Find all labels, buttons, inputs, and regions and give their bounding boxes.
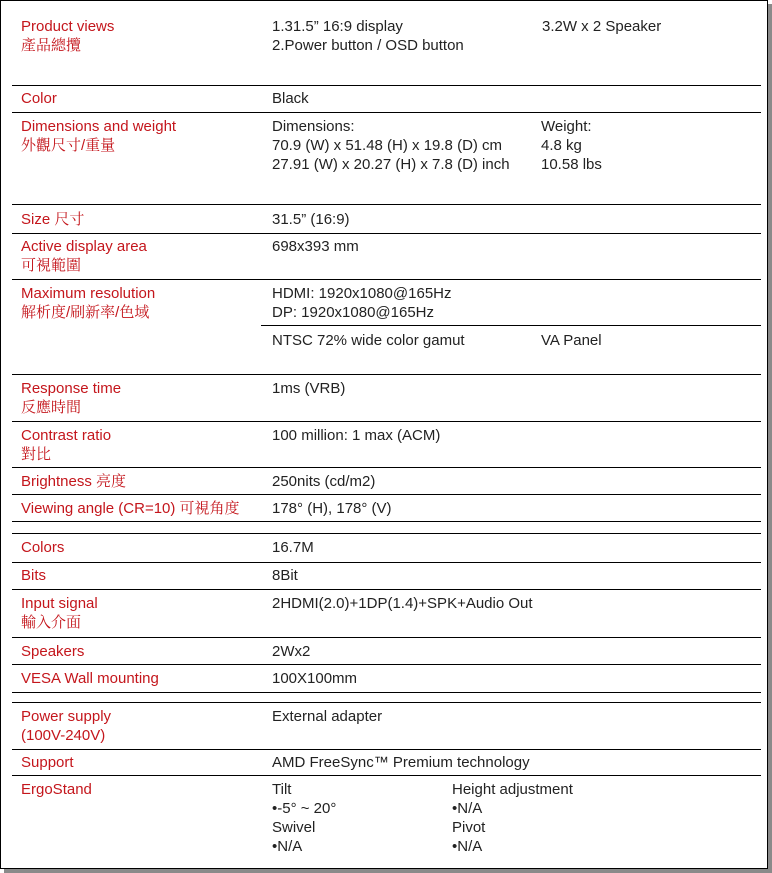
label-brightness: Brightness 亮度 xyxy=(21,473,127,490)
value-colors: 16.7M xyxy=(272,539,314,556)
value-contrast: 100 million: 1 max (ACM) xyxy=(272,427,441,444)
row-power-supply xyxy=(12,702,761,750)
label-product-views: Product views 產品總攬 xyxy=(21,18,115,54)
value-response-time: 1ms (VRB) xyxy=(272,380,346,397)
value-power-supply: External adapter xyxy=(272,708,383,725)
value-support: AMD FreeSync™ Premium technology xyxy=(272,754,530,771)
value-brightness: 250nits (cd/m2) xyxy=(272,473,376,490)
value-panel: VA Panel xyxy=(541,332,602,349)
value-viewing-angle: 178° (H), 178° (V) xyxy=(272,500,392,517)
label-input-signal: Input signal 輸入介面 xyxy=(21,595,98,631)
value-active-area: 698x393 mm xyxy=(272,238,359,255)
value-tilt-swivel: Tilt •-5° ~ 20° Swivel •N/A xyxy=(272,781,337,855)
label-vesa: VESA Wall mounting xyxy=(21,670,159,687)
row-vesa xyxy=(12,665,761,693)
row-input-signal xyxy=(12,590,761,638)
row-brightness xyxy=(12,468,761,495)
value-speaker-note: 3.2W x 2 Speaker xyxy=(542,18,662,35)
row-response-time xyxy=(12,375,761,422)
label-bits: Bits xyxy=(21,567,47,584)
row-dimensions xyxy=(12,113,761,205)
label-viewing-angle: Viewing angle (CR=10) 可視角度 xyxy=(21,500,240,517)
label-color: Color xyxy=(21,90,57,107)
value-gamut: NTSC 72% wide color gamut xyxy=(272,332,465,349)
value-color: Black xyxy=(272,90,309,107)
value-speakers: 2Wx2 xyxy=(272,643,311,660)
value-input-signal: 2HDMI(2.0)+1DP(1.4)+SPK+Audio Out xyxy=(272,595,533,612)
value-resolution: HDMI: 1920x1080@165Hz DP: 1920x1080@165Hz xyxy=(272,285,452,321)
label-response-time: Response time 反應時間 xyxy=(21,380,122,416)
value-height-pivot: Height adjustment •N/A Pivot •N/A xyxy=(452,781,573,855)
value-size: 31.5” (16:9) xyxy=(272,211,350,228)
row-bits xyxy=(12,562,761,590)
label-ergostand: ErgoStand xyxy=(21,781,92,798)
divider xyxy=(261,325,761,326)
value-product-views: 1.31.5” 16:9 display 2.Power button / OSD button xyxy=(272,18,464,54)
label-max-resolution: Maximum resolution 解析度/刷新率/色域 xyxy=(21,285,156,321)
value-vesa: 100X100mm xyxy=(272,670,358,687)
value-weight: Weight: 4.8 kg 10.58 lbs xyxy=(541,118,602,173)
label-dimensions: Dimensions and weight 外觀尺寸/重量 xyxy=(21,118,177,154)
label-support: Support xyxy=(21,754,74,771)
row-color xyxy=(12,85,761,113)
value-bits: 8Bit xyxy=(272,567,298,584)
label-power-supply: Power supply (100V-240V) xyxy=(21,708,112,744)
label-contrast: Contrast ratio 對比 xyxy=(21,427,112,463)
row-speakers xyxy=(12,638,761,665)
row-size xyxy=(12,205,761,234)
label-speakers: Speakers xyxy=(21,643,85,660)
row-viewing-angle xyxy=(12,495,761,522)
label-active-area: Active display area 可視範圍 xyxy=(21,238,147,274)
row-max-resolution xyxy=(12,280,761,375)
row-product-views xyxy=(12,17,761,86)
row-contrast xyxy=(12,422,761,468)
label-colors: Colors xyxy=(21,539,65,556)
row-colors xyxy=(12,533,761,563)
row-active-area xyxy=(12,234,761,280)
label-size: Size 尺寸 xyxy=(21,211,85,228)
value-dimensions: Dimensions: 70.9 (W) x 51.48 (H) x 19.8 (D) cm 27.91 (W) x 20.27 (H) x 7.8 (D) inch xyxy=(272,118,510,173)
row-support xyxy=(12,749,761,776)
row-ergostand xyxy=(12,776,761,858)
